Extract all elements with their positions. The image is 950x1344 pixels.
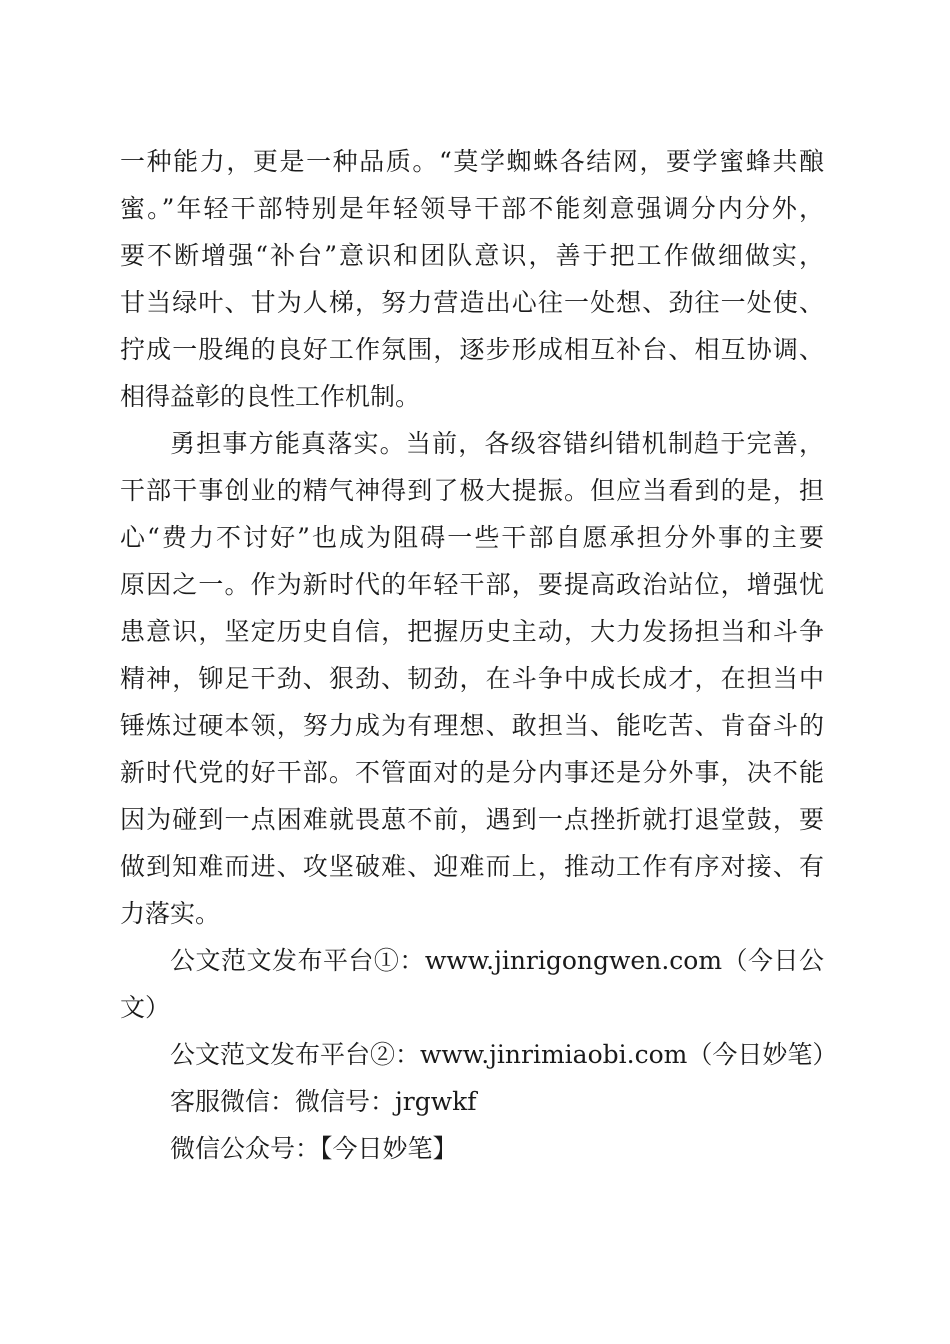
paragraph-2-line-1: 勇担事方能真落实。当前，各级容错纠错机制趋于完善， [170, 429, 824, 458]
paragraph-1-line-1: 一种能力，更是一种品质。“莫学蜘蛛各结网，要学蜜蜂共酿 [120, 147, 824, 176]
wechat-service-line: 客服微信：微信号：jrgwkf [170, 1087, 477, 1116]
paragraph-1-line-4: 甘当绿叶、甘为人梯，努力营造出心往一处想、劲往一处使、 [120, 288, 824, 317]
platform-1-line-1: 公文范文发布平台①：www.jinrigongwen.com（今日公 [170, 946, 824, 975]
paragraph-2-line-11: 力落实。 [120, 899, 221, 928]
paragraph-2-line-4: 原因之一。作为新时代的年轻干部，要提高政治站位，增强忧 [120, 570, 824, 599]
paragraph-2-line-8: 新时代党的好干部。不管面对的是分内事还是分外事，决不能 [120, 758, 824, 787]
wechat-account-line: 微信公众号：【今日妙笔】 [170, 1134, 458, 1163]
platform-1-line-2: 文） [120, 993, 171, 1022]
paragraph-2-line-9: 因为碰到一点困难就畏葸不前，遇到一点挫折就打退堂鼓，要 [120, 805, 824, 834]
paragraph-1-line-5: 拧成一股绳的良好工作氛围，逐步形成相互补台、相互协调、 [120, 335, 824, 364]
paragraph-1-line-6: 相得益彰的良性工作机制。 [120, 382, 421, 411]
paragraph-1-line-2: 蜜。”年轻干部特别是年轻领导干部不能刻意强调分内分外， [120, 194, 824, 223]
platform-2-line: 公文范文发布平台②：www.jinrimiaobi.com（今日妙笔） [170, 1040, 838, 1069]
paragraph-2-line-10: 做到知难而进、攻坚破难、迎难而上，推动工作有序对接、有 [120, 852, 824, 881]
paragraph-2-line-3: 心“费力不讨好”也成为阻碍一些干部自愿承担分外事的主要 [120, 523, 824, 552]
paragraph-2-line-2: 干部干事创业的精气神得到了极大提振。但应当看到的是，担 [120, 476, 824, 505]
paragraph-2-line-5: 患意识，坚定历史自信，把握历史主动，大力发扬担当和斗争 [120, 617, 824, 646]
paragraph-2-line-7: 锤炼过硬本领，努力成为有理想、敢担当、能吃苦、肯奋斗的 [120, 711, 824, 740]
paragraph-1-line-3: 要不断增强“补台”意识和团队意识，善于把工作做细做实， [120, 241, 824, 270]
paragraph-2-line-6: 精神，铆足干劲、狠劲、韧劲，在斗争中成长成才，在担当中 [120, 664, 824, 693]
